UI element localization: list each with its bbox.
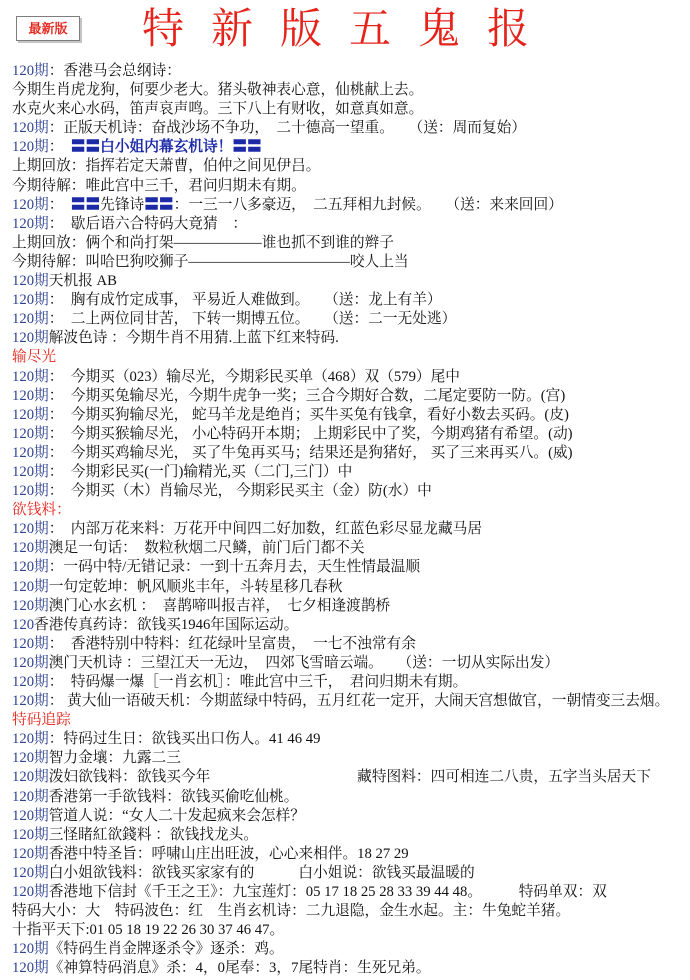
text-line [12,730,688,749]
line-text: 泼妇欲钱料：欲钱买今年 藏特图料：四可相连二八贵，五字当头居天下 [48,769,651,786]
line-text: 上期回放：指挥若定天萧曹，伯仲之间见伊吕。 [12,158,321,175]
section-title: 输尽光 [12,349,57,366]
line-text: ： 胸有成竹定成事， 平易近人难做到。 （送：龙上有羊） [48,292,442,309]
line-text: 香港地下信封《千王之王》：九宝莲灯：05 17 18 25 28 33 39 44 48。 特码单双：双 [48,884,607,901]
text-line [12,463,688,482]
line-text: 今期待解：叫哈巴狗咬狮子———————————咬人上当 [12,253,409,270]
line-text: ： 今期买兔输尽光，今期牛虎争一奖；三合今期好合数，二尾定要防一防。(宫) [48,387,566,404]
text-line [12,62,688,81]
line-text: ： 今期买狗输尽光， 蛇马羊龙是绝肖；买牛买兔有钱拿，看好小数去买码。(皮) [48,406,569,423]
issue-number: 120期 [12,769,49,786]
text-line [12,520,688,539]
line-text: 今期生肖虎龙狗，何要少老大。猪头敬神表心意，仙桃献上去。 [12,82,424,99]
issue-number: 120期 [12,292,49,309]
line-text: 香港传真药诗：欲钱买1946年国际运动。 [34,616,299,633]
line-text: 上期回放：俩个和尚打架——————谁也抓不到谁的辫子 [12,234,394,251]
line-text: ： [48,196,71,213]
issue-number: 120期 [12,406,49,423]
line-text: ： [48,139,71,156]
issue-number: 120期 [12,597,49,614]
highlight-text: 〓〓白小姐内幕玄机诗！〓〓 [70,139,262,156]
line-text: 十指平天下:01 05 18 19 22 26 30 37 46 47。 [12,922,285,939]
issue-number: 120期 [12,311,49,328]
text-line [12,826,688,845]
text-line [12,196,688,215]
issue-number: 120期 [12,807,49,824]
text-line [12,444,688,463]
issue-number: 120期 [12,63,49,79]
edition-badge [16,16,80,41]
text-line [12,100,688,119]
issue-number: 120期 [12,330,49,347]
line-text: 澳门天机诗 ：三望江天一无边， 四郊飞雪暗云端。 （送：一切从实际出发） [48,654,560,671]
issue-number: 120期 [12,425,49,442]
line-text: 水克火来心水码，笛声哀声鸣。三下八上有财收，如意真如意。 [12,101,424,118]
line-text: ： 内部万花来料：万花开中间四二好加数，红蓝色彩尽显龙藏马居 [48,521,483,538]
text-line [12,959,688,978]
issue-number: 120期 [12,483,49,500]
text-line [12,253,688,272]
line-text: 三怪睹紅欲錢料 ：欲钱找龙头。 [48,826,259,843]
issue-number: 120期 [12,578,49,595]
issue-number: 120期 [12,540,49,557]
issue-number: 120期 [12,387,49,404]
section-header [12,501,688,520]
text-line [12,845,688,864]
text-line [12,673,688,692]
line-text: 澳足一句话： 数粒秋烟二尺鳞，前门后门都不关 [48,540,365,557]
text-line [12,368,688,387]
text-line [12,902,688,921]
text-line [12,940,688,959]
line-text: ： 今期买（木）肖输尽光， 今期彩民买主（金）防(水）中 [48,483,432,500]
line-text: 特码大小：大 特码波色：红 生肖玄机诗：二九退隐，金生水起。主：牛兔蛇羊猪。 [12,903,571,920]
text-line [12,768,688,787]
issue-number: 120期 [12,139,49,156]
text-line [12,597,688,616]
issue-number: 120期 [12,884,49,901]
line-text: ： 黄大仙一语破天机：今期蓝绿中特码，五月红花一定开，大闹天宫想做官，一朝情变三去烟。 [48,693,670,710]
text-line [12,119,688,138]
issue-number: 120期 [12,750,49,767]
line-text: 智力金壤：九露二三 [48,750,181,767]
text-line [12,406,688,425]
line-text: 澳门心水玄机 ： 喜鹊啼叫报吉祥， 七夕相逢渡鹊桥 [48,597,391,614]
line-text: 香港第一手欲钱料：欲钱买偷吃仙桃。 [48,788,299,805]
text-line [12,234,688,253]
line-text: 先锋诗 [100,196,145,213]
text-line [12,654,688,673]
issue-number: 120期 [12,196,49,213]
issue-number: 120期 [12,864,49,881]
highlight-text: 〓〓 [70,196,101,213]
issue-number: 120期 [12,826,49,843]
issue-number: 120期 [12,215,49,232]
issue-number: 120期 [12,120,49,137]
line-text: ： 今期彩民买(一门)输精光,买（二门,三门）中 [48,463,353,480]
article-body [12,62,688,979]
issue-number: 120期 [12,368,49,385]
line-text: ：正版天机诗：奋战沙场不争功， 二十德高一望重。 （送：周而复始） [48,120,527,137]
line-text: ： 特码爆一爆［一肖玄机］：唯此宫中三千， 君问归期未有期。 [48,674,468,690]
text-line [12,387,688,406]
issue-number: 120期 [12,941,49,958]
text-line [12,788,688,807]
issue-number: 120期 [12,654,49,671]
text-line [12,578,688,597]
line-text: ： 二上两位同甘苦， 下转一期博五位。 （送：二一无处逃） [48,311,457,328]
section-title: 特码追踪 [12,712,71,729]
text-line [12,329,688,348]
text-line [12,883,688,902]
line-text: 管道人说：“女人二十发起疯来会怎样？ [48,807,305,824]
issue-number: 120期 [12,788,49,805]
text-line [12,215,688,234]
issue-number: 120期 [12,731,49,748]
line-text: ： 歇后语六合特码大竟猜 ： [48,215,248,232]
line-text: ：特码过生日：欲钱买出口伤人。41 46 49 [48,731,321,748]
text-line [12,310,688,329]
line-text: ： 今期买（023）输尽光，今期彩民买单（468）双（579）尾中 [48,368,460,385]
text-line [12,749,688,768]
line-text: ： 香港特别中特料：红花绿叶呈富贵， 一七不浊常有余 [48,635,416,652]
text-line [12,157,688,176]
section-title: 欲钱料： [12,502,71,519]
text-line [12,558,688,577]
line-text: 天机报 AB [48,273,117,290]
line-text: ： 今期买猴输尽光， 小心特码开本期； 上期彩民中了奖，今期鸡猪有希望。(动) [48,425,573,442]
line-text: 一句定乾坤：帆风顺兆丰年，斗转星移几春秋 [48,578,343,595]
text-line [12,539,688,558]
text-line [12,864,688,883]
issue-number: 120期 [12,273,49,290]
line-text: 今期待解：唯此宫中三千，君问归期未有期。 [12,177,306,194]
text-line [12,291,688,310]
line-text: 白小姐欲钱料：欲钱买家家有的 白小姐说：欲钱买最温暖的 [48,864,475,881]
section-header [12,348,688,367]
text-line [12,616,688,635]
line-text: ：一码中特/无错记录：一到十五奔月去，天生性情最温顺 [48,559,421,576]
line-text: ：香港马会总纲诗： [48,63,181,79]
text-line [12,138,688,157]
issue-number: 120期 [12,960,49,977]
line-text: ：一三一八多豪迈， 二五拜相九封候。 （送：来来回回） [173,196,563,213]
section-header [12,711,688,730]
issue-number: 120期 [12,635,49,652]
text-line [12,272,688,291]
issue-number: 120 [12,616,35,633]
line-text: 《神算特码消息》杀：4，0尾奉：3，7尾特肖：生死兄弟。 [48,960,431,977]
edition-badge-label: 最新版 [28,22,68,37]
issue-number: 120期 [12,674,49,690]
page-title: 特新版五鬼报 [142,7,557,53]
text-line [12,177,688,196]
text-line [12,807,688,826]
issue-number: 120期 [12,693,49,710]
text-line [12,635,688,654]
line-text: 《特码生肖金牌逐杀令》逐杀：鸡。 [48,941,284,958]
issue-number: 120期 [12,521,49,538]
highlight-text: 〓〓 [144,196,174,213]
issue-number: 120期 [12,463,49,480]
line-text: 解波色诗 ：今期牛肖不用猜.上蓝下红来特码. [48,330,339,347]
line-text: 香港中特圣旨：呼啸山庄出旺波，心心来相伴。18 27 29 [48,845,409,862]
text-line [12,425,688,444]
issue-number: 120期 [12,559,49,576]
text-line [12,921,688,940]
issue-number: 120期 [12,444,49,461]
line-text: ： 今期买鸡输尽光， 买了牛兔再买马；结果还是狗猪好， 买了三来再买八。(威) [48,444,573,461]
text-line [12,692,688,711]
text-line [12,81,688,100]
text-line [12,482,688,501]
issue-number: 120期 [12,845,49,862]
